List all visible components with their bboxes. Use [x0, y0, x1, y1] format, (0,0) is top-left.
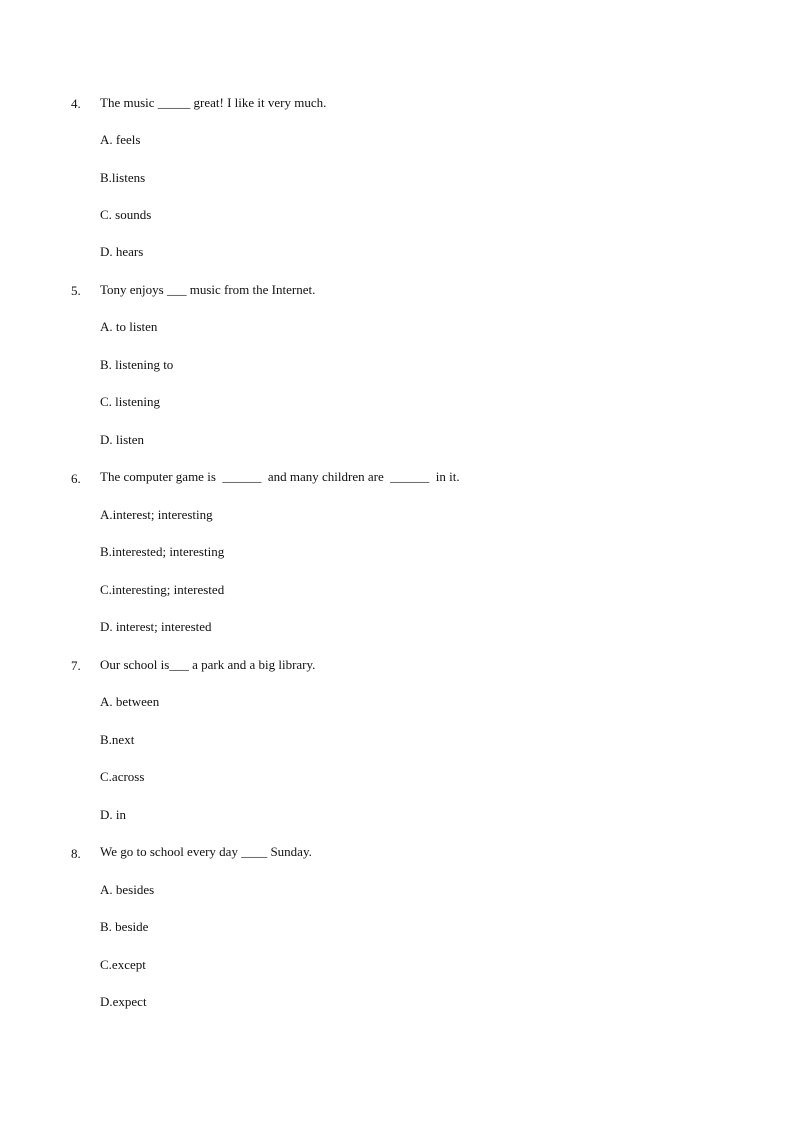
option-c: C.except: [100, 957, 146, 972]
option-c: C.interesting; interested: [100, 582, 225, 597]
option-a: A. feels: [100, 132, 141, 147]
question-number: 8.: [71, 846, 81, 861]
option-b: B. beside: [100, 919, 149, 934]
question-stem: The music _____ great! I like it very much.: [100, 95, 327, 110]
option-a: A. to listen: [100, 319, 158, 334]
option-d: D. interest; interested: [100, 619, 212, 634]
question-stem: Our school is___ a park and a big library.: [100, 657, 316, 672]
option-a: A. between: [100, 694, 160, 709]
option-b: B. listening to: [100, 357, 174, 372]
question-stem: The computer game is ______ and many children are ______ in it.: [100, 469, 460, 484]
option-c: C. sounds: [100, 207, 152, 222]
option-b: B.next: [100, 732, 135, 747]
question-stem: Tony enjoys ___ music from the Internet.: [100, 282, 316, 297]
option-a: A.interest; interesting: [100, 507, 213, 522]
question-number: 7.: [71, 658, 81, 673]
option-c: C. listening: [100, 394, 160, 409]
option-d: D. listen: [100, 432, 145, 447]
option-b: B.listens: [100, 170, 146, 185]
question-stem: We go to school every day ____ Sunday.: [100, 844, 312, 859]
option-a: A. besides: [100, 882, 155, 897]
option-d: D. hears: [100, 244, 144, 259]
question-number: 6.: [71, 471, 81, 486]
option-d: D.expect: [100, 994, 147, 1009]
option-c: C.across: [100, 769, 145, 784]
question-number: 5.: [71, 283, 81, 298]
option-d: D. in: [100, 807, 126, 822]
question-number: 4.: [71, 96, 81, 111]
option-b: B.interested; interesting: [100, 544, 225, 559]
